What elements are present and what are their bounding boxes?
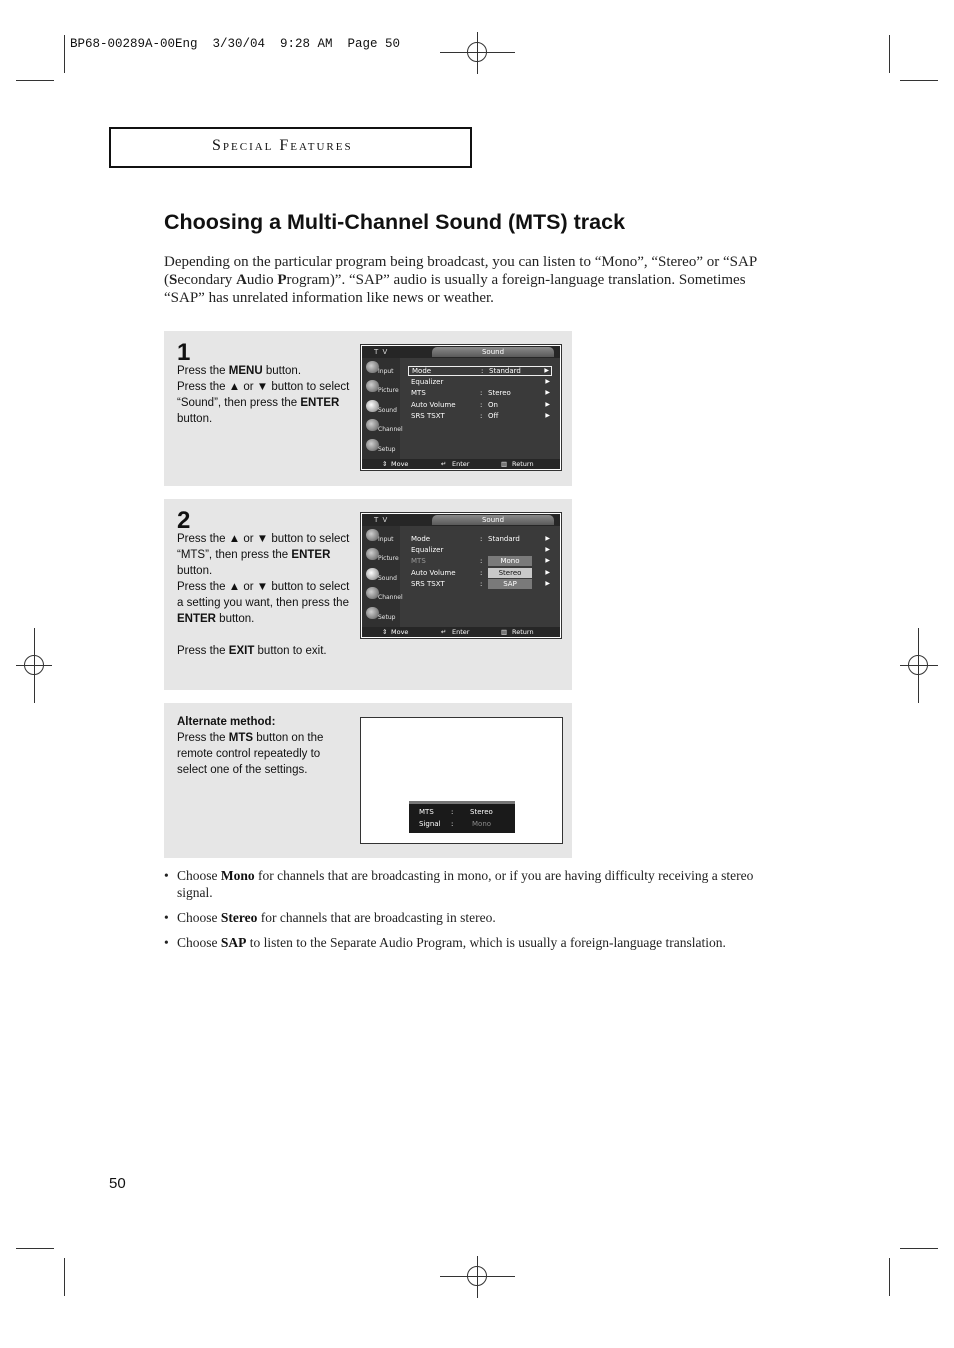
- arrow-right-icon: ▶: [545, 546, 550, 553]
- mts-info-box: [409, 801, 515, 833]
- osd-sidebar-item-setup: Setup: [364, 438, 400, 457]
- crop-mark: [64, 35, 65, 73]
- crop-mark: [16, 1248, 54, 1249]
- osd-title-bar: [362, 514, 560, 526]
- print-header: BP68-00289A-00Eng 3/30/04 9:28 AM Page 50: [70, 37, 401, 51]
- osd-sidebar-item-channel: Channel: [364, 586, 400, 605]
- arrow-right-icon: ▶: [545, 401, 550, 408]
- return-icon: ▥: [501, 628, 508, 636]
- osd-row-auto-volume: Auto Volume : On ▶: [411, 401, 550, 409]
- arrow-right-icon: ▶: [545, 569, 550, 576]
- alternate-method-panel: [164, 703, 572, 858]
- alternate-method-instructions: Alternate method: Press the MTS button on the remote control repeatedly to select one of the settings.: [177, 716, 324, 776]
- osd-sidebar-item-sound: Sound: [364, 399, 400, 418]
- arrow-right-icon: ▶: [545, 378, 550, 385]
- registration-mark: [900, 665, 938, 666]
- osd-sidebar-item-setup: Setup: [364, 606, 400, 625]
- osd-row-equalizer: Equalizer ▶: [411, 546, 550, 554]
- section-title: Special Features: [212, 137, 353, 154]
- step-number: 1: [177, 339, 191, 366]
- osd-sidebar: [362, 358, 403, 459]
- list-item: • Choose Mono for channels that are broadcasting in mono, or if you are having difficulty receiving a stereo signal.: [164, 868, 754, 900]
- tv-screen-mts-display: [360, 717, 563, 844]
- osd-row-srs-tsxt: SRS TSXT : Off ▶: [411, 412, 550, 420]
- osd-title-bar: [362, 346, 560, 358]
- page-number: 50: [109, 1175, 126, 1192]
- list-item: • Choose Stereo for channels that are broadcasting in stereo.: [164, 910, 496, 925]
- registration-mark: [477, 1256, 478, 1298]
- osd-row-mode: Mode : Standard ▶: [408, 366, 552, 376]
- step-2-panel: [164, 499, 572, 690]
- osd-footer: ⇕ Move ↵ Enter ▥ Return: [362, 459, 560, 469]
- step-1-panel: [164, 331, 572, 486]
- osd-tv-label: T V: [374, 348, 389, 356]
- osd-screen-sound-menu: [360, 344, 562, 471]
- mts-status-row: MTS : Stereo: [419, 808, 493, 816]
- crop-mark: [889, 1258, 890, 1296]
- arrow-right-icon: ▶: [545, 580, 550, 587]
- intro-paragraph: Depending on the particular program being broadcast, you can listen to “Mono”, “Stereo” or “SAP (Secondary Audio Program)”. “SAP” audio is usually a foreign-language translation. Sometimes “SAP” has unrelated information like news or weather.: [164, 254, 757, 306]
- osd-tab-sound: Sound: [432, 347, 554, 357]
- mts-option-stereo: Stereo: [488, 568, 532, 578]
- step-1-instructions: Press the MENU button. Press the ▲ or ▼ button to select “Sound”, then press the ENTER button.: [177, 365, 350, 425]
- list-item: • Choose SAP to listen to the Separate Audio Program, which is usually a foreign-language translation.: [164, 935, 726, 950]
- crop-mark: [900, 1248, 938, 1249]
- return-icon: ▥: [501, 460, 508, 468]
- enter-icon: ↵: [441, 628, 447, 636]
- osd-row-equalizer: Equalizer ▶: [411, 378, 550, 386]
- osd-row-auto-volume: Auto Volume : ▶: [411, 569, 550, 577]
- alternate-method-heading: Alternate method:: [177, 716, 276, 728]
- osd-tab-sound: Sound: [432, 515, 554, 525]
- arrow-right-icon: ▶: [545, 557, 550, 564]
- osd-row-mts: MTS : ▶: [411, 557, 550, 565]
- arrow-right-icon: ▶: [545, 412, 550, 419]
- osd-sidebar: [362, 526, 403, 627]
- osd-footer: ⇕ Move ↵ Enter ▥ Return: [362, 627, 560, 637]
- osd-tv-label: T V: [374, 516, 389, 524]
- osd-row-srs-tsxt: SRS TSXT : ▶: [411, 580, 550, 588]
- crop-mark: [16, 80, 54, 81]
- arrow-right-icon: ▶: [544, 367, 549, 374]
- osd-sidebar-item-channel: Channel: [364, 418, 400, 437]
- osd-screen-mts-options: [360, 512, 562, 639]
- osd-sidebar-item-picture: Picture: [364, 379, 400, 398]
- step-number: 2: [177, 507, 191, 534]
- osd-sidebar-item-picture: Picture: [364, 547, 400, 566]
- osd-sidebar-item-sound: Sound: [364, 567, 400, 586]
- osd-menu-body: [404, 528, 556, 625]
- move-icon: ⇕: [382, 460, 388, 468]
- crop-mark: [900, 80, 938, 81]
- osd-row-mts: MTS : Stereo ▶: [411, 389, 550, 397]
- page-title: Choosing a Multi-Channel Sound (MTS) track: [164, 210, 626, 234]
- mts-option-mono: Mono: [488, 556, 532, 566]
- signal-status-row: Signal : Mono: [419, 820, 492, 828]
- osd-menu-body: [404, 360, 556, 457]
- crop-mark: [889, 35, 890, 73]
- step-2-instructions: Press the ▲ or ▼ button to select “MTS”, then press the ENTER button. Press the ▲ or ▼ button to select a setting you want, then press the ENTER button. Press the EXIT button to exit.: [177, 533, 350, 657]
- enter-icon: ↵: [441, 460, 447, 468]
- bullet-list: [164, 867, 774, 959]
- registration-mark: [34, 628, 35, 703]
- registration-mark: [477, 32, 478, 74]
- crop-mark: [64, 1258, 65, 1296]
- osd-sidebar-item-input: Input: [364, 528, 400, 547]
- osd-sidebar-item-input: Input: [364, 360, 400, 379]
- registration-mark: [918, 628, 919, 703]
- move-icon: ⇕: [382, 628, 388, 636]
- arrow-right-icon: ▶: [545, 535, 550, 542]
- mts-option-sap: SAP: [488, 579, 532, 589]
- arrow-right-icon: ▶: [545, 389, 550, 396]
- osd-row-mode: Mode : Standard ▶: [411, 535, 550, 543]
